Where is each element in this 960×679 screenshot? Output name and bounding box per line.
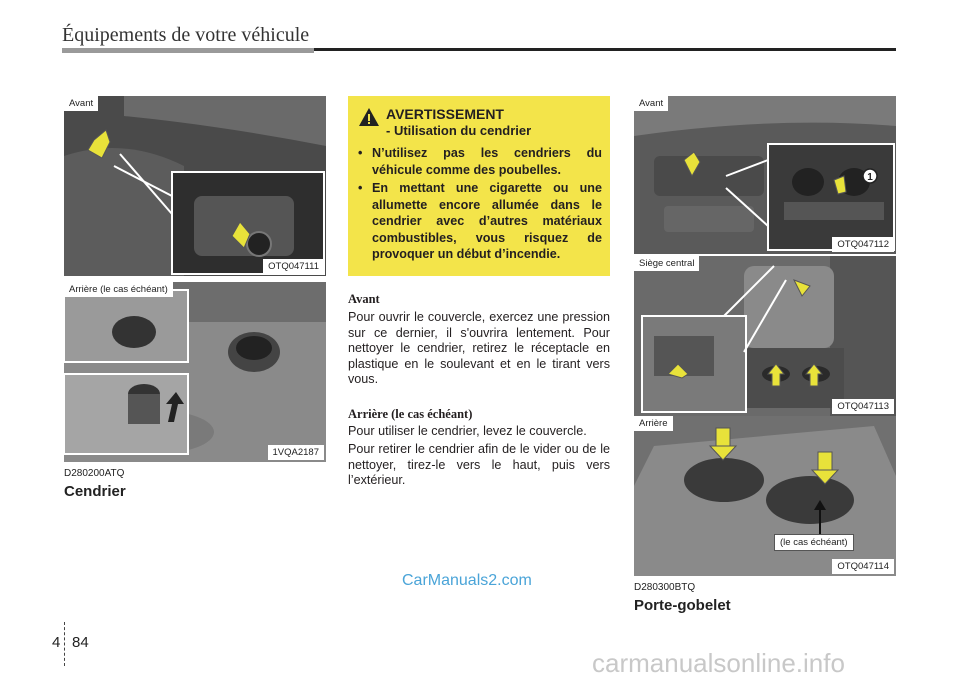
doc-code: D280200ATQ <box>64 468 125 479</box>
cupholder-rear-photo <box>634 416 896 576</box>
chapter-number: 4 <box>52 634 61 651</box>
ashtray-rear-photo <box>64 282 326 462</box>
ashtray-rear-illustration <box>64 282 326 462</box>
warning-item: • En mettant une cigarette ou une allumette encore allumée dans le cendrier avec d’autres matériaux combustibles, vous risquez de provoquer un début d’incendie. <box>358 181 602 261</box>
paragraph-heading: Avant <box>348 292 380 306</box>
ashtray-front-photo <box>64 96 326 276</box>
warning-list <box>358 145 602 263</box>
callout-number: 1 <box>867 172 873 183</box>
photo-code: 1VQA2187 <box>268 445 324 460</box>
photo-code: OTQ047113 <box>832 399 894 414</box>
paragraph: Pour utiliser le cendrier, levez le couvercle. <box>348 424 587 438</box>
cupholder-rear-illustration <box>634 416 896 576</box>
page-header-title: Équipements de votre véhicule <box>62 24 310 46</box>
warning-title: AVERTISSEMENT <box>386 106 504 122</box>
photo-label: Avant <box>64 96 98 111</box>
cupholder-front-illustration <box>634 96 896 254</box>
photo-note: (le cas échéant) <box>774 534 854 551</box>
section-title: Cendrier <box>64 483 126 500</box>
photo-code: OTQ047114 <box>832 559 894 574</box>
warning-subtitle: - Utilisation du cendrier <box>386 123 532 138</box>
photo-label: Avant <box>634 96 668 111</box>
footer-divider <box>64 622 65 666</box>
ashtray-front-illustration <box>64 96 326 276</box>
photo-code: OTQ047112 <box>832 237 894 252</box>
warning-icon <box>358 107 380 127</box>
warning-item: • N’utilisez pas les cendriers du véhicule comme des poubelles. <box>358 146 602 177</box>
header-rule-accent <box>62 48 314 53</box>
paragraph: Pour retirer le cendrier afin de le vider ou de le nettoyer, tirez-le vers le haut, puis vers l’extérieur. <box>348 442 610 487</box>
photo-label: Siège central <box>634 256 699 271</box>
photo-label: Arrière (le cas échéant) <box>64 282 173 297</box>
cupholder-center-photo <box>634 256 896 416</box>
warning-box <box>348 96 610 276</box>
watermark-link[interactable]: CarManuals2.com <box>402 572 532 589</box>
cupholder-front-photo <box>634 96 896 254</box>
section-title: Porte-gobelet <box>634 597 731 614</box>
cupholder-center-illustration <box>634 256 896 416</box>
paragraph-heading: Arrière (le cas échéant) <box>348 407 473 421</box>
photo-label: Arrière <box>634 416 673 431</box>
paragraph: Pour ouvrir le couvercle, exercez une pression sur ce dernier, il s'ouvrira lentement. Pour nettoyer le cendrier, retirez le réceptacle en plastique en le soulevant et en le tirant vers vous. <box>348 310 610 386</box>
site-watermark: carmanualsonline.info <box>592 648 845 678</box>
page-number: 84 <box>72 634 89 651</box>
photo-code: OTQ047111 <box>263 259 324 274</box>
doc-code: D280300BTQ <box>634 582 696 593</box>
